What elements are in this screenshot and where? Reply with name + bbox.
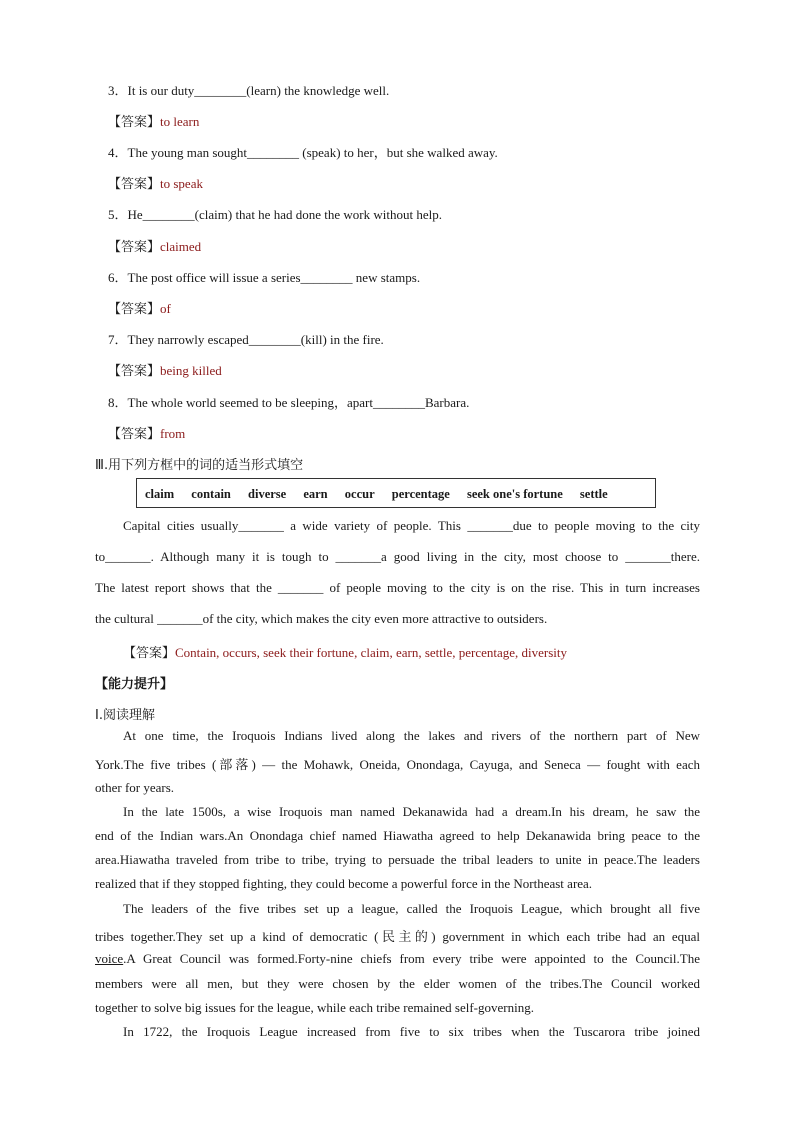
question-8: 8．The whole world seemed to be sleeping，apart________Barbara. bbox=[108, 395, 470, 410]
ability-heading: 【能力提升】 bbox=[95, 677, 174, 692]
answer-7: 【答案】being killed bbox=[108, 363, 222, 379]
answer-6: 【答案】of bbox=[108, 301, 171, 317]
passage-line-4: the cultural _______of the city, which makes the city even more attractive to outsiders. bbox=[95, 611, 548, 626]
p2-line-3: area.Hiawatha traveled from tribe to tribe, trying to persuade the tribal leaders to unite in peace.The leaders bbox=[95, 852, 700, 867]
p3-line-4: members were all men, but they were chosen by the elder women of the tribes.The Council worked bbox=[95, 976, 700, 991]
p3-line-3: voice.A Great Council was formed.Forty-nine chiefs from every tribe were appointed to the Council.The bbox=[95, 951, 700, 966]
word-claim: claim bbox=[145, 487, 175, 501]
word-contain: contain bbox=[191, 487, 231, 501]
answer-8: 【答案】from bbox=[108, 426, 186, 442]
passage-line-1: Capital cities usually_______ a wide variety of people. This _______due to people moving to the city bbox=[123, 518, 700, 533]
p4-line-1: In 1722, the Iroquois League increased from five to six tribes when the Tuscarora tribe joined bbox=[123, 1024, 700, 1039]
word-diverse: diverse bbox=[248, 487, 287, 501]
answer-3: 【答案】to learn bbox=[108, 114, 200, 130]
word-box bbox=[136, 478, 656, 508]
reading-heading: Ⅰ.阅读理解 bbox=[95, 708, 155, 723]
section-3-heading: Ⅲ.用下列方框中的词的适当形式填空 bbox=[95, 458, 304, 473]
word-earn: earn bbox=[303, 487, 328, 501]
question-5: 5．He________(claim) that he had done the work without help. bbox=[108, 207, 442, 222]
p2-line-1: In the late 1500s, a wise Iroquois man named Dekanawida had a dream.In his dream, he saw the bbox=[123, 804, 700, 819]
p3-line-1: The leaders of the five tribes set up a league, called the Iroquois League, which brought all five bbox=[123, 901, 700, 916]
word-settle: settle bbox=[579, 487, 608, 501]
p1-line-3: other for years. bbox=[95, 780, 175, 795]
p1-line-2: York.The five tribes (部落) — the Mohawk, Oneida, Onondaga, Cayuga, and Seneca — fought with each bbox=[95, 757, 700, 772]
p3-line-2: tribes together.They set up a kind of democratic (民主的) government in which each tribe had an equal bbox=[95, 929, 700, 944]
word-occur: occur bbox=[344, 487, 375, 501]
question-3: 3．It is our duty________(learn) the knowledge well. bbox=[108, 83, 390, 98]
word-percentage: percentage bbox=[391, 487, 450, 501]
passage-line-3: The latest report shows that the _______ of people moving to the city is on the rise. This in turn increases bbox=[95, 580, 700, 595]
underlined-word: voice bbox=[95, 951, 124, 966]
question-4: 4．The young man sought________ (speak) to her，but she walked away. bbox=[108, 145, 498, 160]
passage-line-2: to_______. Although many it is tough to _______a good living in the city, most choose to _______there. bbox=[95, 549, 700, 564]
word-seek-fortune: seek one's fortune bbox=[466, 487, 563, 501]
answer-4: 【答案】to speak bbox=[108, 176, 203, 192]
answer-5: 【答案】claimed bbox=[108, 239, 202, 255]
section-3-answer: 【答案】Contain, occurs, seek their fortune, claim, earn, settle, percentage, diversity bbox=[123, 645, 568, 661]
p2-line-4: realized that if they stopped fighting, they could become a powerful force in the Northeast area. bbox=[95, 876, 593, 891]
p1-line-1: At one time, the Iroquois Indians lived along the lakes and rivers of the northern part of New bbox=[123, 728, 700, 743]
p3-line-5: together to solve big issues for the league, while each tribe remained self-governing. bbox=[95, 1000, 534, 1015]
p2-line-2: end of the Indian wars.An Onondaga chief named Hiawatha agreed to help Dekanawida bring peace to the bbox=[95, 828, 700, 843]
question-6: 6．The post office will issue a series________ new stamps. bbox=[108, 270, 421, 285]
question-7: 7．They narrowly escaped________(kill) in the fire. bbox=[108, 332, 384, 347]
